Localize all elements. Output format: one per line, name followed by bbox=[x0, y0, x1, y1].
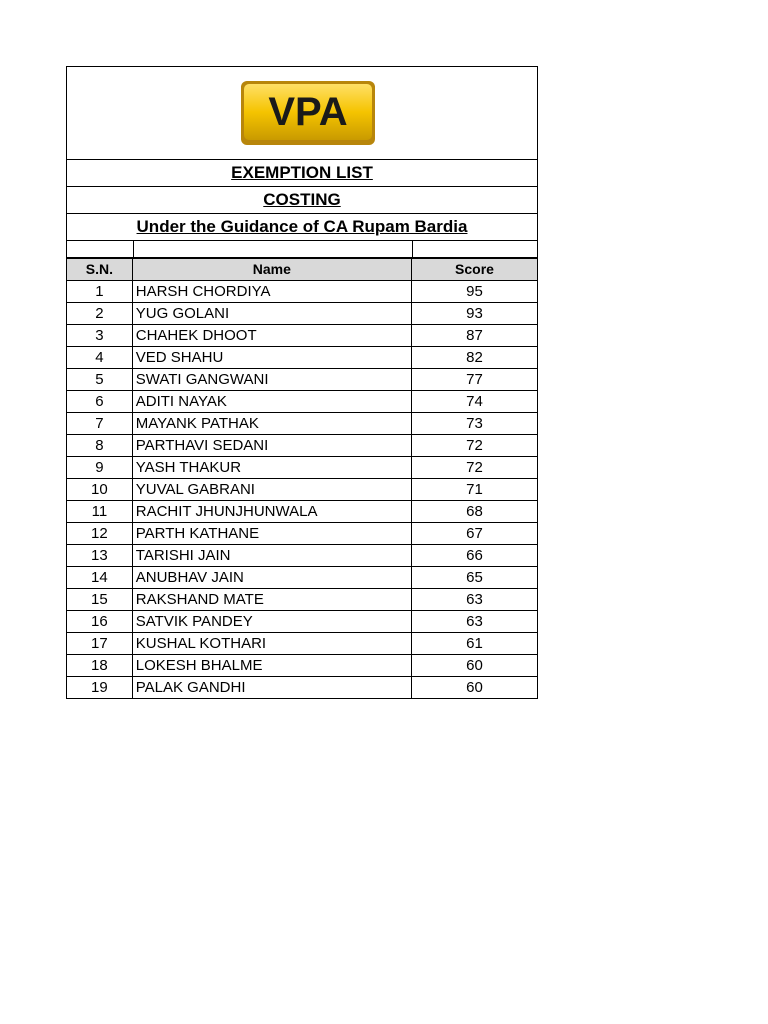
cell-sn: 5 bbox=[67, 369, 132, 391]
cell-sn: 6 bbox=[67, 391, 132, 413]
cell-score: 67 bbox=[411, 523, 537, 545]
cell-score: 73 bbox=[411, 413, 537, 435]
cell-name: RACHIT JHUNJHUNWALA bbox=[132, 501, 411, 523]
cell-score: 77 bbox=[411, 369, 537, 391]
table-row bbox=[67, 347, 537, 369]
table-row bbox=[67, 435, 537, 457]
table-row bbox=[67, 633, 537, 655]
cell-score: 93 bbox=[411, 303, 537, 325]
table-row bbox=[67, 479, 537, 501]
cell-score: 72 bbox=[411, 457, 537, 479]
cell-sn: 17 bbox=[67, 633, 132, 655]
cell-sn: 19 bbox=[67, 677, 132, 699]
cell-sn: 18 bbox=[67, 655, 132, 677]
table-row bbox=[67, 391, 537, 413]
vpa-logo bbox=[239, 79, 377, 147]
cell-name: RAKSHAND MATE bbox=[132, 589, 411, 611]
table-row bbox=[67, 325, 537, 347]
header-name: Name bbox=[132, 259, 411, 281]
cell-name: VED SHAHU bbox=[132, 347, 411, 369]
cell-name: PARTHAVI SEDANI bbox=[132, 435, 411, 457]
cell-score: 68 bbox=[411, 501, 537, 523]
cell-sn: 14 bbox=[67, 567, 132, 589]
table-row bbox=[67, 589, 537, 611]
guidance-title: Under the Guidance of CA Rupam Bardia bbox=[67, 214, 537, 241]
cell-sn: 10 bbox=[67, 479, 132, 501]
cell-name: ADITI NAYAK bbox=[132, 391, 411, 413]
cell-name: SATVIK PANDEY bbox=[132, 611, 411, 633]
cell-name: YUVAL GABRANI bbox=[132, 479, 411, 501]
cell-score: 65 bbox=[411, 567, 537, 589]
cell-score: 60 bbox=[411, 677, 537, 699]
logo-text: VPA bbox=[268, 90, 348, 134]
cell-score: 63 bbox=[411, 611, 537, 633]
cell-name: KUSHAL KOTHARI bbox=[132, 633, 411, 655]
cell-name: TARISHI JAIN bbox=[132, 545, 411, 567]
cell-sn: 2 bbox=[67, 303, 132, 325]
cell-name: MAYANK PATHAK bbox=[132, 413, 411, 435]
header-score: Score bbox=[411, 259, 537, 281]
table-row bbox=[67, 457, 537, 479]
cell-name: CHAHEK DHOOT bbox=[132, 325, 411, 347]
table-row bbox=[67, 303, 537, 325]
cell-sn: 3 bbox=[67, 325, 132, 347]
table-row bbox=[67, 655, 537, 677]
table-row bbox=[67, 413, 537, 435]
exemption-sheet bbox=[66, 66, 538, 699]
cell-score: 61 bbox=[411, 633, 537, 655]
cell-name: YASH THAKUR bbox=[132, 457, 411, 479]
cell-score: 95 bbox=[411, 281, 537, 303]
subject-title: COSTING bbox=[67, 187, 537, 214]
cell-score: 63 bbox=[411, 589, 537, 611]
cell-sn: 13 bbox=[67, 545, 132, 567]
table-row bbox=[67, 523, 537, 545]
table-row bbox=[67, 611, 537, 633]
table-row bbox=[67, 281, 537, 303]
table-row bbox=[67, 677, 537, 699]
cell-score: 71 bbox=[411, 479, 537, 501]
cell-name: PALAK GANDHI bbox=[132, 677, 411, 699]
table-row bbox=[67, 567, 537, 589]
cell-name: LOKESH BHALME bbox=[132, 655, 411, 677]
cell-sn: 1 bbox=[67, 281, 132, 303]
cell-sn: 12 bbox=[67, 523, 132, 545]
cell-score: 87 bbox=[411, 325, 537, 347]
spacer-row bbox=[67, 241, 537, 258]
score-table bbox=[67, 258, 537, 699]
cell-sn: 11 bbox=[67, 501, 132, 523]
table-body bbox=[67, 281, 537, 699]
cell-name: SWATI GANGWANI bbox=[132, 369, 411, 391]
cell-score: 60 bbox=[411, 655, 537, 677]
cell-name: HARSH CHORDIYA bbox=[132, 281, 411, 303]
cell-score: 72 bbox=[411, 435, 537, 457]
cell-name: YUG GOLANI bbox=[132, 303, 411, 325]
logo-row bbox=[67, 67, 537, 160]
cell-sn: 9 bbox=[67, 457, 132, 479]
list-title: EXEMPTION LIST bbox=[67, 160, 537, 187]
cell-name: PARTH KATHANE bbox=[132, 523, 411, 545]
table-header-row bbox=[67, 259, 537, 281]
header-sn: S.N. bbox=[67, 259, 132, 281]
cell-sn: 16 bbox=[67, 611, 132, 633]
cell-score: 74 bbox=[411, 391, 537, 413]
table-row bbox=[67, 545, 537, 567]
cell-score: 66 bbox=[411, 545, 537, 567]
table-row bbox=[67, 501, 537, 523]
cell-score: 82 bbox=[411, 347, 537, 369]
cell-sn: 8 bbox=[67, 435, 132, 457]
cell-sn: 4 bbox=[67, 347, 132, 369]
table-row bbox=[67, 369, 537, 391]
cell-sn: 7 bbox=[67, 413, 132, 435]
cell-sn: 15 bbox=[67, 589, 132, 611]
cell-name: ANUBHAV JAIN bbox=[132, 567, 411, 589]
